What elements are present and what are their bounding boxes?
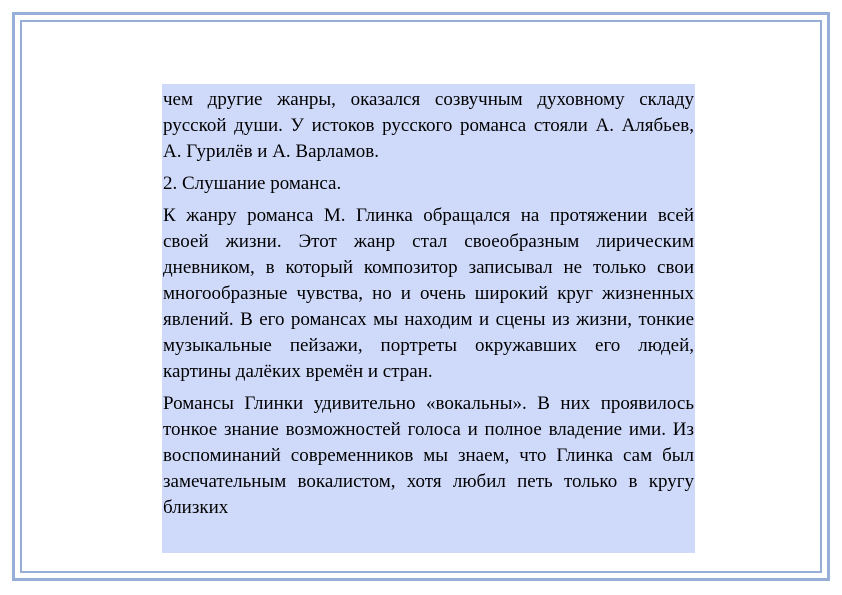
text-block xyxy=(162,84,695,553)
paragraph-glinka-vocal: Романсы Глинки удивительно «вокальны». В них проявилось тонкое знание возможностей голоса и полное владение ими. Из воспоминаний современников мы знаем, что Глинка сам был замечательным вокалистом, хотя любил петь только в кругу близких xyxy=(163,393,694,518)
paragraph-romance-origins: чем другие жанры, оказался созвучным духовному складу русской души. У истоков русского романса стояли А. Алябьев, А. Гурилёв и А. Варламов. xyxy=(163,89,694,162)
paragraph-listening-heading: 2. Слушание романса. xyxy=(163,173,342,194)
paragraph-glinka-romances: К жанру романса М. Глинка обращался на протяжении всей своей жизни. Этот жанр стал своеобразным лирическим дневником, в который композитор записывал не только свои многообразные чувства, но и очень широкий круг жизненных явлений. В его романсах мы находим и сцены из жизни, тонкие музыкальные пейзажи, портреты окружавших его людей, картины далёких времён и стран. xyxy=(163,205,694,382)
